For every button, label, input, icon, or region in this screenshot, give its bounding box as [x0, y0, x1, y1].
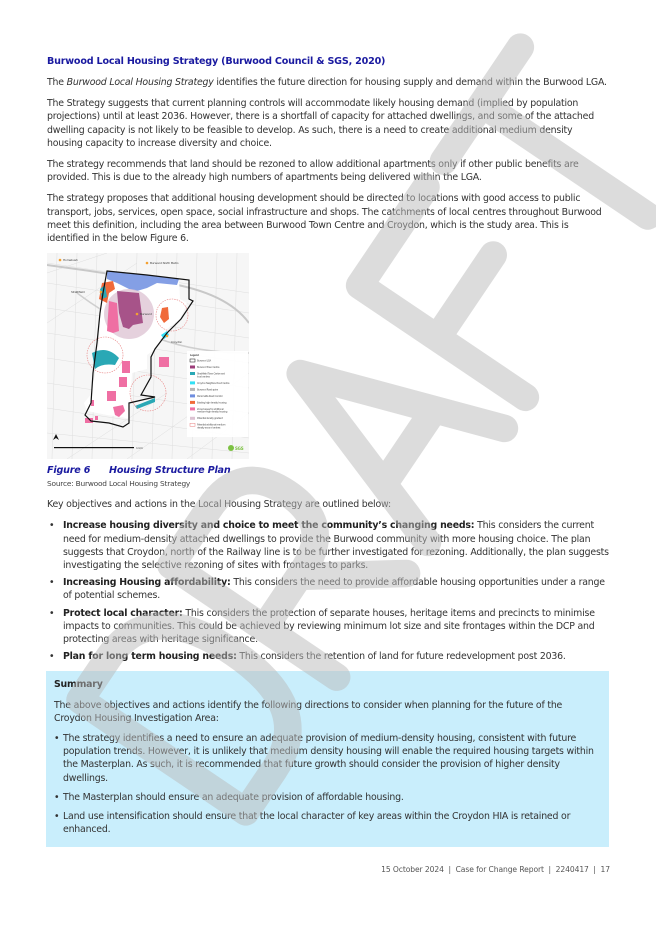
strategy-title-italic: Burwood Local Housing Strategy: [66, 77, 214, 88]
paragraph-rezoning: The strategy recommends that land should be rezoned to allow additional apartments only if other public benefits are provided. This is due to the already high numbers of apartments being delivered within the LGA.: [47, 159, 579, 184]
legend-swatch: [190, 424, 195, 427]
figure-caption: [47, 464, 609, 477]
legend-label: Croydon Neighbourhood Centre: [197, 382, 230, 386]
objective-title: Plan for long term housing needs:: [63, 651, 237, 663]
sgs-logo-icon: [228, 445, 234, 451]
objectives-list: [47, 519, 609, 663]
legend-swatch: [190, 408, 195, 411]
footer-page-number: 17: [600, 864, 610, 874]
legend-entry: [190, 388, 219, 391]
legend-label: Burwood Road spine: [197, 388, 218, 392]
summary-title: Summary: [54, 679, 103, 691]
objective-item: [47, 650, 609, 663]
zoned-area: [107, 301, 119, 333]
map-label-burwood: Burwood: [140, 312, 152, 317]
bullet-icon: •: [49, 651, 55, 663]
legend-swatch: [190, 388, 195, 391]
legend-swatch: [190, 366, 195, 369]
objective-item: [47, 576, 609, 602]
legend-label: Burwood LGA: [197, 359, 211, 363]
paragraph-capacity: The Strategy suggests that current planning controls will accommodate likely housing demand (implied by population projections) until at least 2036. However, there is a shortfall of capacity for attached dwellings, and some of the attached dwelling capacity is not likely to be feasible to develop. As such, there is a need to create additional medium density housing capacity to increase diversity and choice.: [47, 98, 594, 149]
objective-title: Protect local character:: [63, 607, 183, 619]
section-heading: Burwood Local Housing Strategy (Burwood Council & SGS, 2020): [47, 56, 386, 67]
summary-item-text: The Masterplan should ensure an adequate provision of affordable housing.: [63, 791, 404, 803]
intro-paragraph: [47, 76, 609, 89]
page-content: [47, 0, 609, 663]
page-footer: [0, 865, 610, 875]
intro-prefix: The: [47, 77, 67, 88]
sgs-logo-text: SGS: [235, 446, 244, 452]
footer-report: Case for Change Report: [455, 864, 544, 874]
bullet-icon: •: [49, 520, 55, 532]
map-svg: [47, 253, 249, 459]
legend-swatch: [190, 401, 195, 404]
objective-text: This considers the protection of separate houses, heritage items and precincts to minimise impacts to communities. This could be achieved by reviewing minimum lot size and site frontages within the DCP and protecting areas with heritage significance.: [63, 607, 595, 646]
legend-swatch: [190, 395, 195, 398]
figure-number: Figure 6: [47, 465, 91, 477]
footer-separator: |: [593, 864, 596, 874]
map-label-croydon: Croydon: [171, 340, 183, 345]
map-legend: [187, 351, 248, 437]
legend-label: Potential additional medium density around centres: [197, 423, 226, 430]
objective-text: This considers the current need for medium-density attached dwellings to provide the Burwood community with more housing choice. The plan suggests that Croydon, north of the Railway line is to be further investigated for rezoning. Additionally, the plan suggests investigating the selective rezoning of sites with frontages to parks.: [63, 520, 609, 572]
scale-bar: [54, 447, 134, 448]
scale-label: 1 km: [136, 446, 143, 451]
legend-swatch: [190, 359, 195, 362]
legend-swatch: [190, 417, 195, 420]
footer-date: 15 October 2024: [381, 864, 444, 874]
figure-title: Housing Structure Plan: [109, 465, 231, 477]
bullet-icon: •: [54, 733, 60, 745]
map-label-strathfield: Strathfield: [71, 290, 85, 295]
legend-swatch: [190, 372, 195, 375]
summary-item: [54, 791, 601, 804]
objective-text: This considers the retention of land for future redevelopment post 2036.: [236, 651, 566, 663]
legend-entry: [190, 359, 211, 362]
legend-label: Parramatta Road Corridor: [197, 395, 223, 399]
legend-label: Zoned areas for additional medium-high density housing: [197, 408, 228, 414]
bullet-icon: •: [49, 577, 55, 589]
legend-label: Potential density gradient: [197, 417, 223, 421]
summary-list: [54, 732, 601, 836]
legend-entry: [190, 417, 223, 420]
footer-separator: |: [548, 864, 552, 874]
intro-suffix: identifies the future direction for housing supply and demand within the Burwood LGA.: [213, 77, 607, 88]
summary-intro: The above objectives and actions identify the following directions to consider when planning for the future of the Croydon Housing Investigation Area:: [54, 699, 563, 724]
summary-item: [54, 810, 601, 836]
objective-item: [47, 519, 609, 572]
map-label-homebush: Homebush: [63, 258, 78, 263]
legend-label: Strathfield Town Centre and local centres: [197, 372, 225, 379]
objective-title: Increase housing diversity and choice to meet the community’s changing needs:: [63, 520, 475, 532]
bullet-icon: •: [49, 607, 55, 619]
sgs-logo: [228, 445, 244, 451]
paragraph-locations: The strategy proposes that additional housing development should be directed to locations with good access to public transport, jobs, services, open space, social infrastructure and shops. The catchments of local centres throughout Burwood meet this definition, including the area between Burwood Town Centre and Croydon, which is the study area. This is identified in the below Figure 6.: [47, 193, 602, 245]
figure-source: Source: Burwood Local Housing Strategy: [47, 479, 191, 489]
objectives-intro: Key objectives and actions in the Local Housing Strategy are outlined below:: [47, 499, 391, 511]
objective-item: [47, 607, 609, 647]
legend-entry: [190, 366, 220, 369]
summary-item-text: The strategy identifies a need to ensure an adequate provision of medium-density housing, consistent with future population trends. However, it is unlikely that medium density housing will enable the required housing targets within the Masterplan. As such, it is recommended that future growth should consider the provision of higher density dwellings.: [63, 733, 594, 784]
legend-label: Burwood Town Centre: [197, 366, 220, 370]
bullet-icon: •: [54, 811, 60, 823]
bullet-icon: •: [54, 791, 60, 803]
summary-item-text: Land use intensification should ensure that the local character of key areas within the Croydon HIA is retained or enhanced.: [63, 811, 571, 836]
summary-box: [46, 671, 609, 846]
legend-swatch: [190, 382, 195, 385]
legend-label: Existing high density housing: [197, 401, 227, 405]
map-label-burwood-north: Burwood North Metro: [150, 261, 179, 266]
objective-title: Increasing Housing affordability:: [63, 577, 231, 589]
objective-text: This considers the need to provide affordable housing opportunities under a range of potential schemes.: [63, 577, 605, 602]
legend-entry: [190, 395, 223, 398]
footer-project-number: 2240417: [555, 864, 589, 874]
housing-structure-plan-map: [47, 253, 249, 459]
footer-separator: |: [448, 864, 451, 874]
legend-title: Legend: [190, 354, 199, 358]
summary-item: [54, 732, 601, 785]
